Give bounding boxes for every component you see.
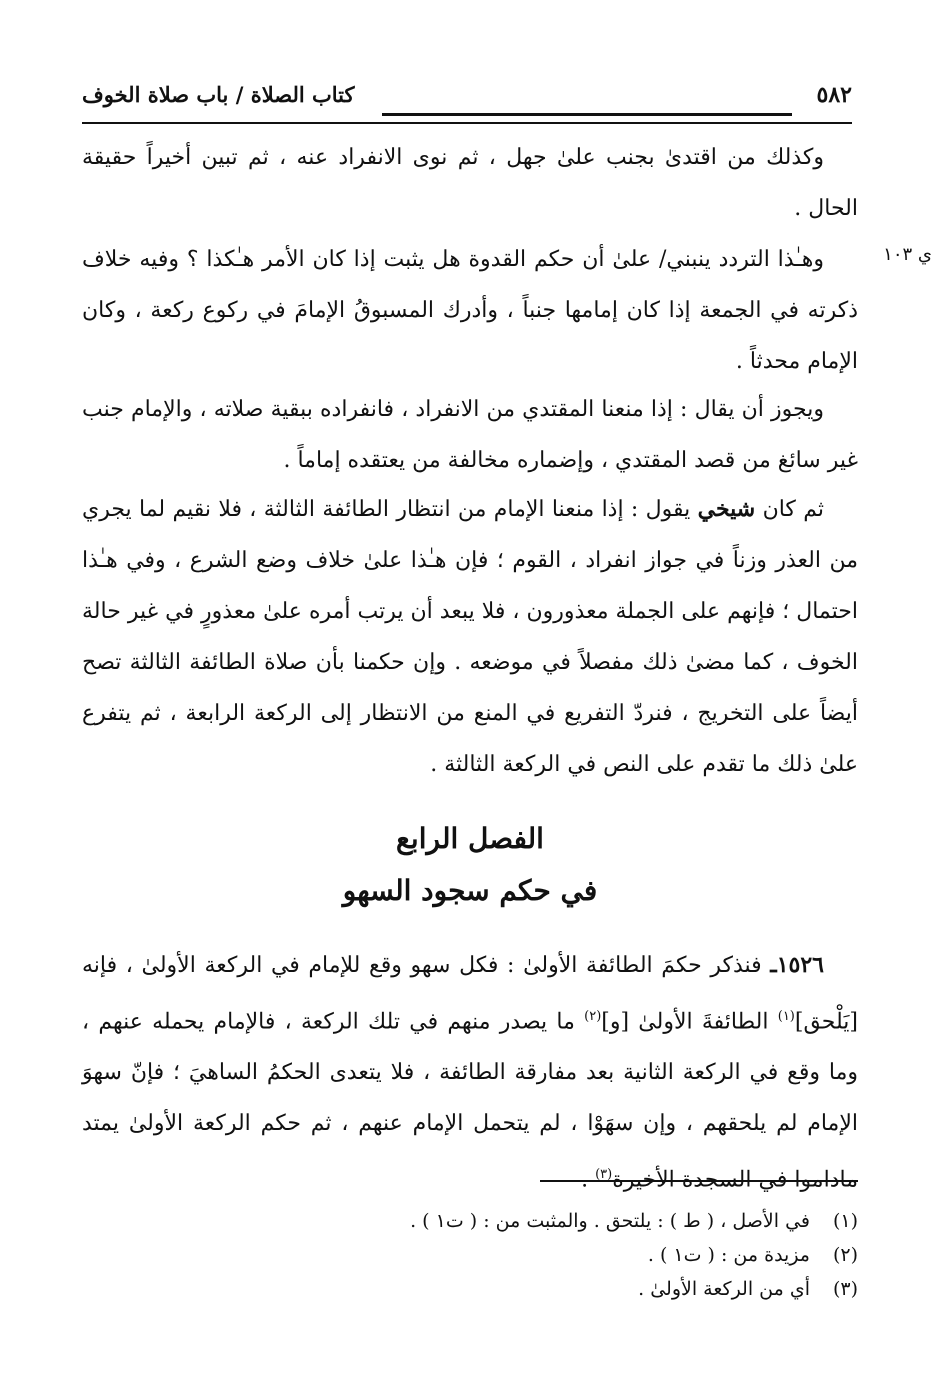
paragraph-4-text-rest: يقول : إذا منعنا الإمام من انتظار الطائفة الثالثة ، فلا نقيم لما يجري من العذر وزناً في جواز انفراد ، القوم ؛ فإن هـٰذا علىٰ خلاف وضع الشرع ، وفي هـٰذا احتمال ؛ فإنهم على الجملة معذورون ، فلا يبعد أن يرتب أمره علىٰ معذورٍ في غير حالة الخوف ، كما مضىٰ ذلك مفصلاً في موضعه . وإن حكمنا بأن صلاة الطائفة الثالثة تصح أيضاً على التخريج ، فنردّ التفريع في المنع من الانتظار إلى الركعة الرابعة ، ثم يتفرع علىٰ ذلك ما تقدم على النص في الركعة الثالثة . [82,497,858,777]
footnote-number: (٢) [832,1244,858,1266]
paragraph-2 [82,234,858,387]
footnote-separator [540,1180,858,1182]
chapter-title: الفصل الرابع [396,822,544,855]
margin-reference: ي ١٠٣ [883,244,932,265]
footnote-1 [300,1204,858,1238]
footnote-2 [300,1238,858,1272]
paragraph-2-text: وهـٰذا التردد ينبني/ علىٰ أن حكم القدوة هل يثبت إذا كان الأمر هـٰكذا ؟ وفيه خلاف ذكرته في الجمعة إذا كان إمامها جنباً ، وأدرك المسبوقُ الإمامَ في ركوع ركعة ، وكان الإمام محدثاً . [82,247,858,374]
section-text-c: ما يصدر منهم في تلك الركعة ، فالإمام يحمله عنهم ، وما وقع في الركعة الثانية بعد مفارقة الطائفة ، فلا يتعدى الحكمُ الساهيَ ؛ فإنّ سهوَ الإمام لم يلحقهم ، وإن سهَوْا ، لم يتحمل الإمام عنهم ، ثم حكم الركعة الأولىٰ يمتد ماداموا في السجدة الأخيرة [82,1009,858,1193]
footnote-number: (١) [832,1210,858,1232]
paragraph-1-text: وكذلك من اقتدىٰ بجنب علىٰ جهل ، ثم نوى الانفراد عنه ، ثم تبين أخيراً حقيقة الحال . [82,145,858,221]
footnote-ref-2[interactable]: (٢) [584,1009,602,1024]
footnote-ref-1[interactable]: (١) [777,1009,795,1024]
running-title: كتاب الصلاة / باب صلاة الخوف [82,82,355,107]
shaykh-emphasis: شيخي [697,496,756,522]
paragraph-4 [82,484,858,790]
footnote-ref-3[interactable]: (٣) [595,1167,613,1183]
paragraph-1 [82,132,858,234]
footnote-text: أي من الركعة الأولىٰ . [638,1278,810,1300]
section-text-d: . [581,1167,596,1193]
header-rule [382,113,792,116]
paragraph-3 [82,384,858,486]
page-number: ٥٨٢ [816,82,852,108]
section-text-b: الطائفةَ الأولىٰ [و] [601,1009,778,1035]
footnote-number: (٣) [832,1278,858,1300]
footnote-3 [300,1272,858,1306]
section-text-a: فنذكر حكمَ الطائفة الأولىٰ : فكل سهو وقع للإمام في الركعة الأولىٰ ، فإنه [يَلْحق] [82,953,858,1035]
paragraph-4-text-start: ثم كان [755,497,824,522]
footnote-text: في الأصل ، ( ط ) : يلتحق . والمثبت من : ( ت١ ) . [410,1210,810,1232]
section-1526 [82,940,858,1206]
paragraph-3-text: ويجوز أن يقال : إذا منعنا المقتدي من الانفراد ، فانفراده ببقية صلاته ، والإمام جنب غير سائغ من قصد المقتدي ، وإضماره مخالفة من يعتقده إماماً . [82,397,858,473]
running-header [82,82,852,124]
section-number: ١٥٢٦ـ [770,952,824,978]
chapter-subtitle: في حكم سجود السهو [342,874,598,907]
footnote-text: مزيدة من : ( ت١ ) . [647,1244,810,1266]
